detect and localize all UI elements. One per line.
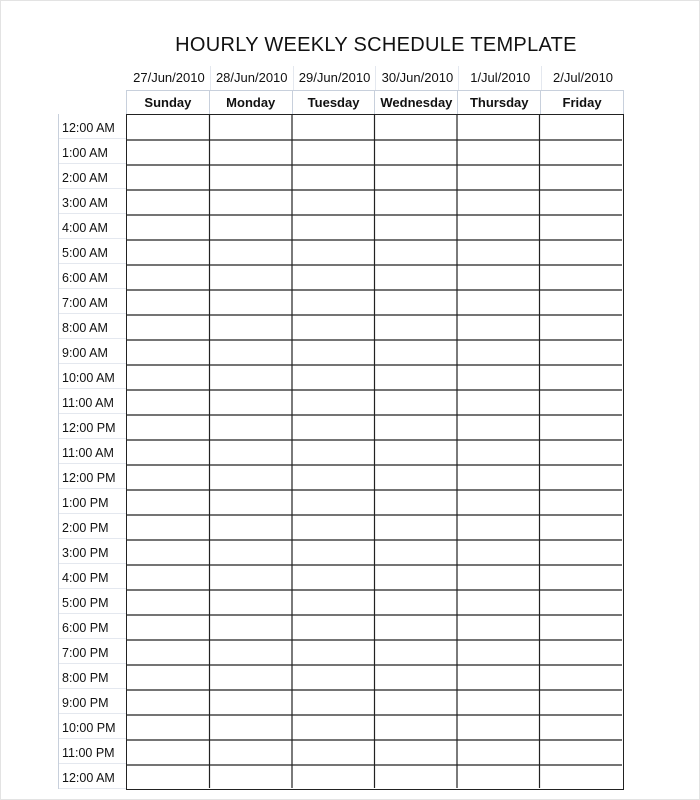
time-label: 9:00 AM bbox=[59, 339, 127, 364]
time-label: 7:00 AM bbox=[59, 289, 127, 314]
time-label: 10:00 AM bbox=[59, 364, 127, 389]
day-wednesday: Wednesday bbox=[375, 91, 458, 114]
time-label: 10:00 PM bbox=[59, 714, 127, 739]
schedule-grid-lines bbox=[127, 115, 622, 788]
date-header-row bbox=[128, 66, 624, 90]
time-label: 12:00 AM bbox=[59, 764, 127, 789]
time-column bbox=[58, 114, 127, 789]
time-label: 12:00 AM bbox=[59, 114, 127, 139]
time-label: 2:00 AM bbox=[59, 164, 127, 189]
schedule-grid bbox=[126, 114, 624, 790]
time-label: 2:00 PM bbox=[59, 514, 127, 539]
day-header-row bbox=[126, 90, 624, 114]
time-label: 6:00 AM bbox=[59, 264, 127, 289]
page-title: HOURLY WEEKLY SCHEDULE TEMPLATE bbox=[175, 34, 577, 56]
time-label: 4:00 AM bbox=[59, 214, 127, 239]
date-thursday: 1/Jul/2010 bbox=[459, 66, 542, 90]
time-label: 5:00 AM bbox=[59, 239, 127, 264]
day-thursday: Thursday bbox=[458, 91, 541, 114]
time-label: 8:00 PM bbox=[59, 664, 127, 689]
time-label: 1:00 PM bbox=[59, 489, 127, 514]
time-label: 12:00 PM bbox=[59, 414, 127, 439]
time-label: 8:00 AM bbox=[59, 314, 127, 339]
time-label: 9:00 PM bbox=[59, 689, 127, 714]
time-label: 4:00 PM bbox=[59, 564, 127, 589]
time-label: 12:00 PM bbox=[59, 464, 127, 489]
time-label: 5:00 PM bbox=[59, 589, 127, 614]
time-label: 11:00 AM bbox=[59, 389, 127, 414]
time-label: 1:00 AM bbox=[59, 139, 127, 164]
date-wednesday: 30/Jun/2010 bbox=[376, 66, 459, 90]
time-label: 3:00 AM bbox=[59, 189, 127, 214]
time-label: 3:00 PM bbox=[59, 539, 127, 564]
day-friday: Friday bbox=[541, 91, 624, 114]
time-label: 6:00 PM bbox=[59, 614, 127, 639]
date-monday: 28/Jun/2010 bbox=[211, 66, 294, 90]
date-tuesday: 29/Jun/2010 bbox=[294, 66, 377, 90]
date-sunday: 27/Jun/2010 bbox=[128, 66, 211, 90]
date-friday: 2/Jul/2010 bbox=[553, 70, 614, 85]
day-sunday: Sunday bbox=[127, 91, 210, 114]
time-label: 7:00 PM bbox=[59, 639, 127, 664]
day-tuesday: Tuesday bbox=[293, 91, 376, 114]
time-label: 11:00 AM bbox=[59, 439, 127, 464]
day-monday: Monday bbox=[210, 91, 293, 114]
time-label: 11:00 PM bbox=[59, 739, 127, 764]
